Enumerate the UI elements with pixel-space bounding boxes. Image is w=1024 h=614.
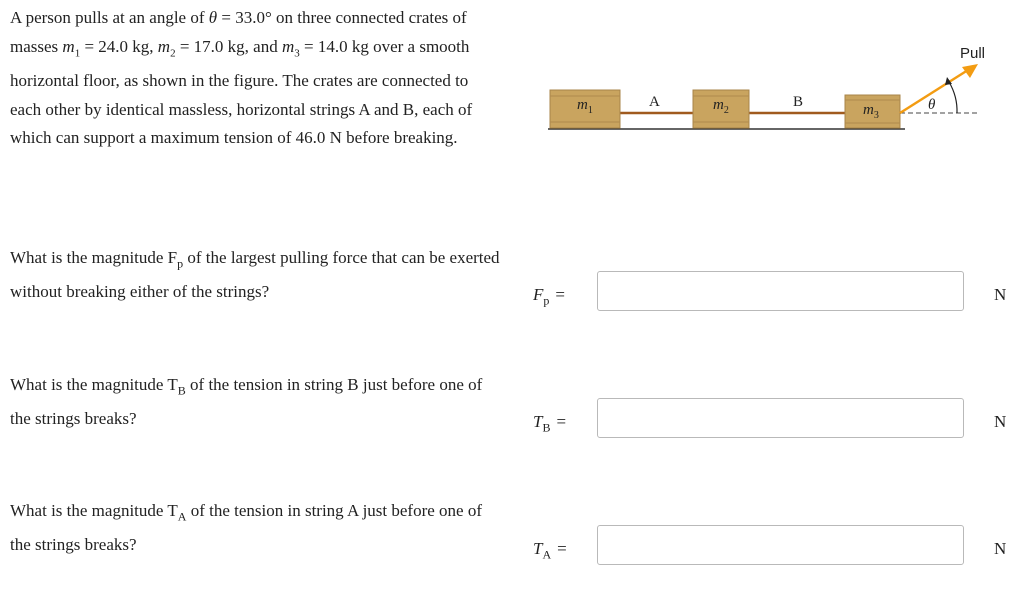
question-fp-text-start: What is the magnitude F	[10, 248, 178, 267]
problem-text	[10, 4, 495, 153]
question-fp	[10, 244, 500, 306]
crate-m1	[550, 90, 620, 128]
question-ta-text-start: What is the magnitude T	[10, 501, 178, 520]
problem-text-part: A person pulls at an angle of	[10, 8, 209, 27]
m3-variable: m	[281, 36, 295, 56]
fp-label-sub: p	[543, 293, 550, 308]
string-a-label: A	[649, 94, 660, 110]
fp-answer-input[interactable]	[597, 271, 964, 311]
ta-label-sub: A	[542, 547, 552, 562]
ta-label-equals: =	[557, 539, 567, 558]
fp-label-var: F	[533, 285, 544, 304]
problem-statement	[10, 4, 495, 153]
crate-m2	[693, 90, 749, 128]
fp-unit: N	[994, 285, 1007, 304]
theta-symbol: θ	[208, 8, 218, 27]
fp-label-equals: =	[555, 285, 565, 304]
m1-subscript: 1	[74, 46, 81, 59]
fp-label	[533, 285, 565, 308]
question-tb-text-sub: B	[177, 383, 186, 398]
m3-subscript: 3	[294, 46, 300, 59]
question-ta	[10, 497, 500, 559]
tb-label-equals: =	[556, 412, 567, 431]
ta-answer-input[interactable]	[597, 525, 964, 565]
problem-text-part: = 33.0° on three connected crates of masses	[10, 8, 467, 56]
tb-label-var: T	[533, 412, 543, 431]
m2-subscript: 2	[170, 46, 176, 59]
crate-m3-var: m	[863, 102, 874, 118]
pull-label: Pull	[960, 45, 986, 62]
question-tb-text	[10, 371, 500, 433]
crate-m2-sub: 2	[723, 105, 729, 116]
ta-label	[533, 539, 567, 562]
tb-unit: N	[994, 412, 1007, 431]
m2-variable: m	[157, 36, 171, 56]
m3-value: = 14.0 kg over a smooth horizontal floor, as shown in the figure. The crates are connected to each other by identical massless, horizontal strings A and B, each of which can support a maximum tension of 46.0 N before breaking.	[10, 36, 473, 148]
ta-unit: N	[994, 539, 1007, 558]
question-tb	[10, 371, 500, 433]
question-fp-text-sub: p	[177, 256, 184, 271]
angle-label: θ	[928, 97, 936, 113]
m1-variable: m	[62, 36, 75, 56]
crate-m1-var: m	[577, 97, 588, 113]
question-fp-text-end: of the largest pulling force that can be exerted without breaking either of the strings?	[10, 248, 500, 301]
angle-arc	[949, 82, 957, 113]
tb-answer-input[interactable]	[597, 398, 964, 438]
question-ta-text-end: of the tension in string A just before one of the strings breaks?	[10, 501, 483, 554]
question-tb-text-end: of the tension in string B just before one of the strings breaks?	[10, 375, 483, 428]
question-ta-text	[10, 497, 500, 559]
crates-figure	[545, 40, 1000, 135]
string-b-label: B	[793, 94, 804, 110]
crate-m3	[845, 95, 900, 128]
crate-m1-sub: 1	[587, 105, 593, 116]
ta-label-var: T	[533, 539, 543, 558]
crate-m3-sub: 3	[873, 110, 879, 121]
tb-label	[533, 412, 566, 435]
question-fp-text	[10, 244, 500, 306]
tb-label-sub: B	[542, 420, 551, 435]
question-tb-text-start: What is the magnitude T	[10, 375, 178, 394]
m2-value: = 17.0 kg, and	[175, 36, 282, 56]
m1-value: = 24.0 kg,	[80, 36, 158, 56]
crate-m2-var: m	[713, 97, 724, 113]
question-ta-text-sub: A	[177, 509, 187, 524]
